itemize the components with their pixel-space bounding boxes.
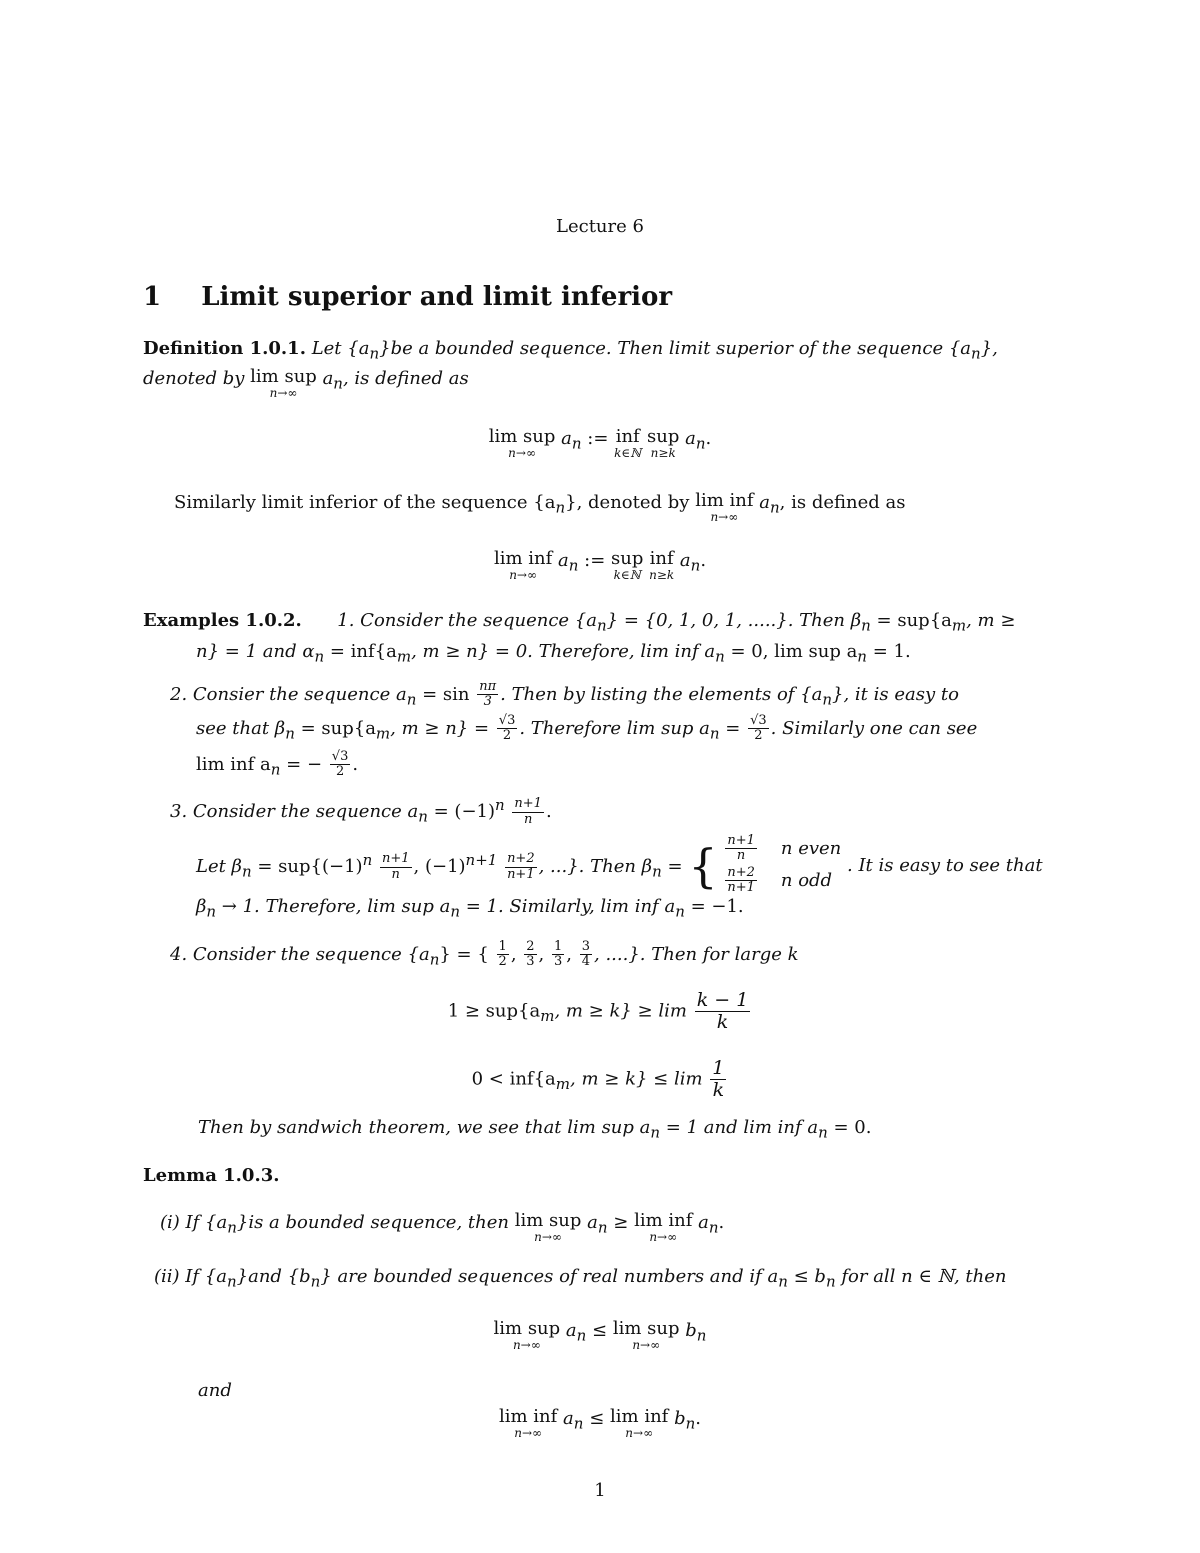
- inf-bound-equation: $0 < inf\{a_m$, m ≥ k} ≤ lim $\frac{1}{k}$: [471, 1057, 725, 1101]
- example-4-line-1: 4. Consider the sequence $\{a_n\}$ = { $\frac{1}{2}$ , $\frac{2}{3}$ , $\frac{1}{3}$ , $\frac{3}{4}$ , ....}. Then for large k: [170, 939, 799, 970]
- example-3-line-3: $\beta_n \to 1$. Therefore, lim sup $a_n = 1$. Similarly, lim inf $a_n = -1$.: [196, 896, 744, 921]
- example-1-line-1: Examples 1.0.2. 1. Consider the sequence $\{a_n\} = \{0$, 1, 0, 1, .....}. Then $\beta_n = sup\{a_m$, m ≥: [143, 610, 1016, 635]
- limsup-definition-equation: lim sup n→∞ $a_n$ := inf k∈ℕ sup n≥k $a_n$.: [488, 426, 712, 460]
- lemma-item-i: (i) If $\{a_n\}is$ a bounded sequence, then lim sup n→∞ $a_n \ge \lim$ inf n→∞ $a_n$.: [160, 1210, 725, 1244]
- definition-label: Definition 1.0.1.: [143, 338, 306, 359]
- cases-brace: {: [688, 838, 718, 893]
- lecture-title: Lecture 6: [556, 216, 644, 237]
- definition-line-2: denoted by lim sup n→∞ $a_n$, is defined as: [143, 366, 469, 400]
- section-title: Limit superior and limit inferior: [201, 282, 673, 312]
- example-3-line-2: Let $\beta_n = sup\{(-1)^n$ $\frac{n+1}{n}$ , $(-1)^{n+1}$ $\frac{n+2}{n+1}$ , ...}. Then $\beta_n$ = { $\frac{n+1}{n}$ n even $\frac{n+2}{n+1}$ n odd . It is easy to see that: [196, 828, 1043, 892]
- similarly-line: Similarly limit inferior of the sequence $\{a_n\}$, denoted by lim inf n→∞ $a_n$, is defined as: [174, 490, 906, 524]
- lemma-label: Lemma 1.0.3.: [143, 1165, 280, 1186]
- section-heading: [143, 282, 672, 312]
- lemma-item-ii: (ii) If $\{a_n\}and$ $\{b_n\}$ are bounded sequences of real numbers and if $a_n \le b_n$ for all n ∈ ℕ, then: [154, 1266, 1007, 1291]
- limsup-comparison-equation: lim sup n→∞ $a_n \le \lim$ sup n→∞ $b_n$: [493, 1318, 707, 1352]
- cases-block: $\frac{n+1}{n}$ n even $\frac{n+2}{n+1}$ n odd: [727, 832, 842, 896]
- liminf-comparison-equation: lim inf n→∞ $a_n \le \lim$ inf n→∞ $b_n$.: [498, 1406, 702, 1440]
- sup-bound-equation: $1 \ge sup\{a_m$, m ≥ k} ≥ lim $\frac{k - 1}{k}$: [447, 989, 749, 1033]
- sandwich-line: Then by sandwich theorem, we see that lim sup $a_n = 1$ and lim inf $a_n = 0$.: [198, 1117, 872, 1142]
- section-number: 1: [143, 282, 162, 312]
- liminf-definition-equation: lim inf n→∞ $a_n$ := sup k∈ℕ inf n≥k $a_n$.: [493, 548, 707, 582]
- example-1-line-2: n} = 1 and $\alpha_n = inf\{a_m$, m ≥ n} = 0. Therefore, lim inf $a_n = 0$, lim sup $a_n = 1$.: [196, 641, 911, 666]
- example-2-line-2: see that $\beta_n = sup\{a_m$, m ≥ n} = $\frac{√3}{2}$ . Therefore lim sup $a_n$ = $\frac{√3}{2}$ . Similarly one can see: [196, 713, 978, 744]
- limsup-symbol: lim sup n→∞: [250, 366, 317, 400]
- example-3-line-1: 3. Consider the sequence $a_n = (-1)^n$ $\frac{n+1}{n}$ .: [170, 796, 552, 827]
- and-word: and: [198, 1380, 232, 1401]
- page-number: 1: [594, 1480, 606, 1501]
- examples-label: Examples 1.0.2.: [143, 610, 302, 631]
- example-2-line-1: 2. Consier the sequence $a_n = \sin$ $\frac{n\pi}{3}$ . Then by listing the elements of $\{a_n\}$, it is easy to: [170, 679, 959, 710]
- example-2-line-3: lim inf $a_n$ = − $\frac{√3}{2}$ .: [196, 749, 359, 780]
- definition-line-1: Definition 1.0.1. Let $\{a_n\}be$ a bounded sequence. Then limit superior of the sequence $\{a_n\}$,: [143, 338, 998, 363]
